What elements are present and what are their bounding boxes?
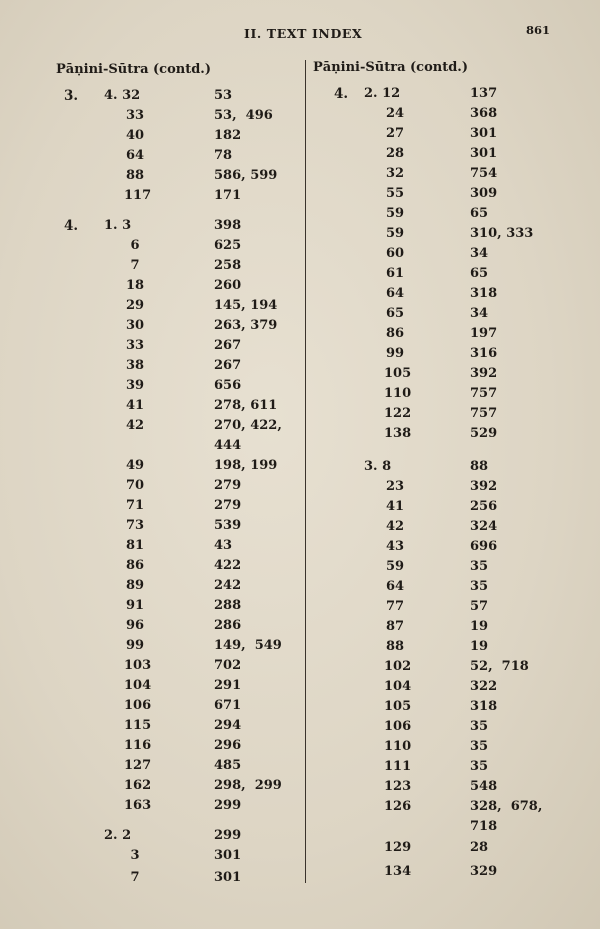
page-references: 35: [470, 759, 489, 774]
sutra-number: 106: [384, 719, 412, 734]
page-references: 294: [214, 718, 242, 733]
page-references: 57: [470, 599, 489, 614]
right-index-row: [0, 779, 498, 799]
sutra-number: 24: [385, 106, 405, 121]
page-references: 299: [214, 798, 242, 813]
page-references: 718: [470, 819, 498, 834]
right-index-row: [0, 346, 498, 366]
page-references: 149, 549: [214, 638, 282, 653]
page-references: 53: [214, 88, 233, 103]
right-index-row: [0, 226, 534, 246]
right-index-row: [0, 739, 489, 759]
right-index-row: [0, 266, 489, 286]
page-references: 398: [214, 218, 242, 233]
right-index-row: [0, 759, 489, 779]
sutra-number: 2. 2: [104, 828, 132, 843]
right-index-row: [0, 426, 498, 446]
right-index-row: [0, 819, 498, 839]
sutra-number: 70: [125, 478, 145, 493]
sutra-number: 23: [385, 479, 405, 494]
sutra-number: 111: [384, 759, 412, 774]
page-references: 757: [470, 386, 498, 401]
sutra-number: 1. 3: [104, 218, 132, 233]
page-references: 671: [214, 698, 242, 713]
page-references: 53, 496: [214, 108, 273, 123]
sutra-number: 88: [385, 639, 405, 654]
right-index-row: [0, 559, 489, 579]
page-references: 485: [214, 758, 242, 773]
right-index-row: [0, 286, 498, 306]
right-index-row: [0, 186, 498, 206]
sutra-number: 30: [125, 318, 145, 333]
sutra-number: 3. 8: [364, 459, 392, 474]
right-index-row: [0, 539, 498, 559]
page-references: 656: [214, 378, 242, 393]
page-references: 279: [214, 498, 242, 513]
page-header: [0, 23, 600, 46]
right-index-row: [0, 86, 498, 106]
page-references: 35: [470, 719, 489, 734]
sutra-number: 64: [385, 579, 405, 594]
sutra-number: 103: [124, 658, 152, 673]
sutra-number: 104: [124, 678, 152, 693]
right-index-row: [0, 326, 498, 346]
page-references: 702: [214, 658, 242, 673]
right-index-row: [0, 619, 489, 639]
sutra-number: 88: [125, 168, 145, 183]
right-index-row: [0, 386, 498, 406]
right-index-row: [0, 799, 543, 819]
sutra-number: 7: [130, 870, 140, 885]
page-references: 422: [214, 558, 242, 573]
page-references: 270, 422,: [214, 418, 282, 433]
sutra-number: 38: [125, 358, 145, 373]
sutra-number: 28: [385, 146, 405, 161]
right-index-row: [0, 840, 489, 860]
page-number: 861: [526, 23, 551, 37]
book-number: 4.: [64, 218, 79, 234]
page-references: 291: [214, 678, 242, 693]
book-number: 3.: [64, 88, 79, 104]
page-references: 392: [470, 366, 498, 381]
page-references: 301: [470, 146, 498, 161]
right-index-row: [0, 499, 498, 519]
sutra-number: 162: [124, 778, 152, 793]
page-references: 35: [470, 579, 489, 594]
sutra-number: 39: [125, 378, 145, 393]
page-references: 392: [470, 479, 498, 494]
page-references: 316: [470, 346, 498, 361]
right-index-row: [0, 659, 529, 679]
sutra-number: 29: [125, 298, 145, 313]
sutra-number: 117: [124, 188, 152, 203]
sutra-number: 55: [385, 186, 405, 201]
sutra-number: 64: [385, 286, 405, 301]
sutra-number: 6: [130, 238, 140, 253]
right-index-row: [0, 246, 489, 266]
sutra-number: 89: [125, 578, 145, 593]
sutra-number: 59: [385, 559, 405, 574]
sutra-number: 7: [130, 258, 140, 273]
page-references: 299: [214, 828, 242, 843]
page-references: 754: [470, 166, 498, 181]
page-references: 757: [470, 406, 498, 421]
page-references: 256: [470, 499, 498, 514]
right-index-row: [0, 719, 489, 739]
sutra-number: 18: [125, 278, 145, 293]
sutra-number: 99: [125, 638, 145, 653]
right-index-row: [0, 126, 498, 146]
page-references: 529: [470, 426, 498, 441]
sutra-number: 4. 32: [104, 88, 141, 103]
sutra-number: 59: [385, 206, 405, 221]
sutra-number: 81: [125, 538, 145, 553]
sutra-number: 99: [385, 346, 405, 361]
sutra-number: 41: [125, 398, 145, 413]
sutra-number: 106: [124, 698, 152, 713]
page-references: 288: [214, 598, 242, 613]
page-references: 263, 379: [214, 318, 278, 333]
page-references: 78: [214, 148, 233, 163]
page-references: 198, 199: [214, 458, 278, 473]
sutra-number: 110: [384, 386, 412, 401]
page-references: 444: [214, 438, 242, 453]
page-references: 88: [470, 459, 489, 474]
page-references: 35: [470, 739, 489, 754]
right-index-row: [0, 679, 498, 699]
page-references: 301: [470, 126, 498, 141]
page-references: 301: [214, 870, 242, 885]
sutra-number: 91: [125, 598, 145, 613]
sutra-number: 134: [384, 864, 412, 879]
page-references: 43: [214, 538, 233, 553]
sutra-number: 33: [125, 338, 145, 353]
sutra-number: 40: [125, 128, 145, 143]
sutra-number: 104: [384, 679, 412, 694]
page-references: 296: [214, 738, 242, 753]
page-references: 298, 299: [214, 778, 282, 793]
page-references: 34: [470, 246, 489, 261]
page-references: 328, 678,: [470, 799, 543, 814]
page-references: 286: [214, 618, 242, 633]
sutra-number: 41: [385, 499, 405, 514]
sutra-number: 32: [385, 166, 405, 181]
sutra-number: 61: [385, 266, 405, 281]
sutra-number: 65: [385, 306, 405, 321]
page-references: 696: [470, 539, 498, 554]
right-column-heading: Pāṇini-Sūtra (contd.): [313, 60, 468, 75]
page-references: 260: [214, 278, 242, 293]
book-number: 4.: [334, 86, 349, 102]
page-references: 52, 718: [470, 659, 529, 674]
left-column-heading: Pāṇini-Sūtra (contd.): [56, 62, 211, 77]
page-references: 548: [470, 779, 498, 794]
page-references: 258: [214, 258, 242, 273]
sutra-number: 102: [384, 659, 412, 674]
sutra-number: 86: [125, 558, 145, 573]
sutra-number: 129: [384, 840, 412, 855]
page-references: 322: [470, 679, 498, 694]
page-references: 586, 599: [214, 168, 278, 183]
sutra-number: 163: [124, 798, 152, 813]
page-references: 318: [470, 286, 498, 301]
page-references: 34: [470, 306, 489, 321]
right-index-row: [0, 639, 489, 659]
page-references: 310, 333: [470, 226, 534, 241]
sutra-number: 127: [124, 758, 152, 773]
right-index-row: [0, 699, 498, 719]
running-title: II. TEXT INDEX: [244, 26, 363, 41]
page-references: 278, 611: [214, 398, 278, 413]
page-references: 145, 194: [214, 298, 278, 313]
page-references: 324: [470, 519, 498, 534]
right-index-row: [0, 366, 498, 386]
sutra-number: 116: [124, 738, 152, 753]
sutra-number: 33: [125, 108, 145, 123]
sutra-number: 87: [385, 619, 405, 634]
sutra-number: 123: [384, 779, 412, 794]
page-references: 267: [214, 358, 242, 373]
page-references: 19: [470, 619, 489, 634]
sutra-number: 71: [125, 498, 145, 513]
sutra-number: 110: [384, 739, 412, 754]
page-references: 35: [470, 559, 489, 574]
right-index-row: [0, 459, 489, 479]
column-divider: [305, 60, 306, 883]
sutra-number: 49: [125, 458, 145, 473]
page-references: 309: [470, 186, 498, 201]
right-index-row: [0, 406, 498, 426]
sutra-number: 105: [384, 366, 412, 381]
page-references: 539: [214, 518, 242, 533]
sutra-number: 60: [385, 246, 405, 261]
page-references: 28: [470, 840, 489, 855]
page-references: 318: [470, 699, 498, 714]
sutra-number: 2. 12: [364, 86, 401, 101]
sutra-number: 42: [125, 418, 145, 433]
sutra-number: 126: [384, 799, 412, 814]
right-index-row: [0, 166, 498, 186]
right-index-row: [0, 479, 498, 499]
sutra-number: 64: [125, 148, 145, 163]
page-references: 329: [470, 864, 498, 879]
sutra-number: 73: [125, 518, 145, 533]
right-index-row: [0, 146, 498, 166]
sutra-number: 27: [385, 126, 405, 141]
sutra-number: 86: [385, 326, 405, 341]
right-index-row: [0, 306, 489, 326]
sutra-number: 96: [125, 618, 145, 633]
page-references: 171: [214, 188, 242, 203]
page-references: 279: [214, 478, 242, 493]
sutra-number: 77: [385, 599, 405, 614]
sutra-number: 43: [385, 539, 405, 554]
right-index-row: [0, 864, 498, 884]
page-references: 65: [470, 266, 489, 281]
sutra-number: 138: [384, 426, 412, 441]
right-index-row: [0, 106, 498, 126]
right-index-row: [0, 206, 489, 226]
sutra-number: 105: [384, 699, 412, 714]
page-references: 182: [214, 128, 242, 143]
page-references: 65: [470, 206, 489, 221]
page-references: 368: [470, 106, 498, 121]
right-index-row: [0, 599, 489, 619]
page-references: 197: [470, 326, 498, 341]
page-references: 625: [214, 238, 242, 253]
page-references: 19: [470, 639, 489, 654]
page-references: 242: [214, 578, 242, 593]
sutra-number: 3: [130, 848, 140, 863]
sutra-number: 122: [384, 406, 412, 421]
page-references: 137: [470, 86, 498, 101]
sutra-number: 115: [124, 718, 152, 733]
page-references: 267: [214, 338, 242, 353]
page-references: 301: [214, 848, 242, 863]
sutra-number: 42: [385, 519, 405, 534]
sutra-number: 59: [385, 226, 405, 241]
right-index-row: [0, 519, 498, 539]
right-index-row: [0, 579, 489, 599]
